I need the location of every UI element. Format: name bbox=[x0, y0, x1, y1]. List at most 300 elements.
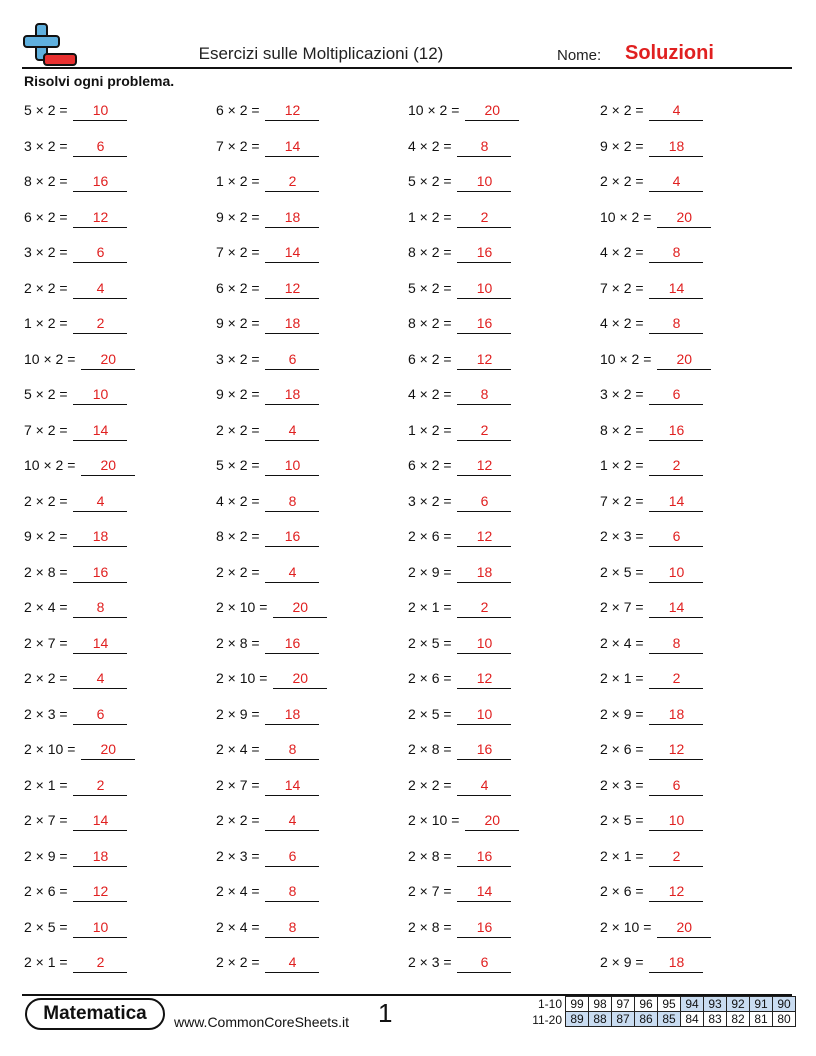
answer-field[interactable]: 20 bbox=[81, 739, 135, 760]
answer-field[interactable]: 16 bbox=[649, 420, 703, 441]
score-cell: 93 bbox=[704, 997, 727, 1012]
score-cell: 92 bbox=[727, 997, 750, 1012]
problem-question: 2 × 2 = bbox=[24, 279, 68, 296]
problem-item bbox=[216, 807, 408, 843]
problem-item bbox=[408, 275, 600, 311]
answer-field[interactable]: 10 bbox=[457, 704, 511, 725]
answer-field[interactable]: 10 bbox=[265, 455, 319, 476]
answer-field[interactable]: 10 bbox=[457, 633, 511, 654]
problem-item bbox=[600, 878, 792, 914]
problem-item bbox=[216, 97, 408, 133]
answer-field[interactable]: 4 bbox=[265, 952, 319, 973]
answer-field[interactable]: 12 bbox=[457, 526, 511, 547]
problem-question: 2 × 2 = bbox=[216, 812, 260, 828]
answer-field[interactable]: 12 bbox=[457, 349, 511, 370]
answer-field[interactable]: 6 bbox=[265, 846, 319, 867]
score-cell: 95 bbox=[658, 997, 681, 1012]
problem-question: 3 × 2 = bbox=[24, 137, 68, 154]
problem-item bbox=[216, 488, 408, 524]
answer-field[interactable]: 10 bbox=[73, 384, 127, 405]
problem-item bbox=[408, 701, 600, 737]
problem-item bbox=[600, 168, 792, 204]
answer-field[interactable]: 4 bbox=[73, 491, 127, 512]
problem-item bbox=[24, 204, 216, 240]
problem-item bbox=[408, 310, 600, 346]
problem-item bbox=[408, 523, 600, 559]
answer-field[interactable]: 2 bbox=[73, 313, 127, 334]
answer-field[interactable]: 6 bbox=[457, 952, 511, 973]
answer-field[interactable]: 4 bbox=[265, 562, 319, 583]
problem-item bbox=[600, 914, 792, 950]
score-row bbox=[566, 997, 796, 1012]
problem-item bbox=[408, 949, 600, 985]
problem-question: 2 × 9 = bbox=[408, 563, 452, 580]
answer-field[interactable]: 8 bbox=[649, 633, 703, 654]
answer-field[interactable]: 20 bbox=[465, 810, 519, 831]
problem-item bbox=[216, 239, 408, 275]
problem-question: 2 × 7 = bbox=[24, 634, 68, 651]
problem-question: 2 × 10 = bbox=[216, 599, 268, 615]
answer-field[interactable]: 2 bbox=[457, 420, 511, 441]
answer-field[interactable]: 2 bbox=[649, 846, 703, 867]
answer-field[interactable]: 8 bbox=[265, 491, 319, 512]
score-cell: 81 bbox=[750, 1012, 773, 1027]
score-cell: 98 bbox=[589, 997, 612, 1012]
answer-field[interactable]: 20 bbox=[273, 597, 327, 618]
problem-item bbox=[24, 452, 216, 488]
problem-item bbox=[600, 97, 792, 133]
answer-field[interactable]: 12 bbox=[457, 455, 511, 476]
problem-question: 2 × 6 = bbox=[408, 670, 452, 686]
problem-question: 6 × 2 = bbox=[408, 350, 452, 367]
problem-question: 2 × 2 = bbox=[216, 421, 260, 438]
problem-item bbox=[216, 630, 408, 666]
problem-question: 3 × 2 = bbox=[24, 244, 68, 260]
score-cell: 83 bbox=[704, 1012, 727, 1027]
problem-question: 2 × 4 = bbox=[216, 741, 260, 757]
answer-field[interactable]: 16 bbox=[457, 917, 511, 938]
answer-field[interactable]: 12 bbox=[265, 100, 319, 121]
problem-question: 2 × 8 = bbox=[408, 918, 452, 935]
problem-item bbox=[600, 488, 792, 524]
answer-field[interactable]: 18 bbox=[265, 313, 319, 334]
problem-question: 2 × 3 = bbox=[600, 528, 644, 544]
score-row-labels bbox=[530, 996, 562, 1028]
problem-question: 8 × 2 = bbox=[408, 244, 452, 260]
problem-question: 2 × 4 = bbox=[216, 918, 260, 935]
answer-field[interactable]: 2 bbox=[649, 455, 703, 476]
problem-question: 9 × 2 = bbox=[216, 386, 260, 402]
answer-field[interactable]: 20 bbox=[273, 668, 327, 689]
problem-item bbox=[408, 807, 600, 843]
problem-question: 2 × 8 = bbox=[408, 741, 452, 757]
problem-question: 1 × 2 = bbox=[24, 315, 68, 331]
score-cell: 90 bbox=[773, 997, 796, 1012]
answer-field[interactable]: 4 bbox=[73, 278, 127, 299]
problem-item bbox=[24, 488, 216, 524]
answer-field[interactable]: 14 bbox=[649, 278, 703, 299]
problem-question: 2 × 2 = bbox=[600, 102, 644, 118]
problem-question: 2 × 6 = bbox=[408, 528, 452, 544]
answer-field[interactable]: 10 bbox=[73, 917, 127, 938]
problem-question: 2 × 1 = bbox=[600, 847, 644, 864]
answer-field[interactable]: 8 bbox=[649, 313, 703, 334]
answer-field[interactable]: 8 bbox=[265, 881, 319, 902]
problem-question: 1 × 2 = bbox=[408, 421, 452, 438]
answer-field[interactable]: 18 bbox=[457, 562, 511, 583]
score-cell: 80 bbox=[773, 1012, 796, 1027]
answer-field[interactable]: 14 bbox=[649, 597, 703, 618]
problem-item bbox=[216, 275, 408, 311]
problem-question: 7 × 2 = bbox=[600, 279, 644, 296]
answer-field[interactable]: 16 bbox=[457, 313, 511, 334]
problem-item bbox=[600, 381, 792, 417]
problem-item bbox=[408, 914, 600, 950]
problem-item bbox=[216, 843, 408, 879]
problem-item bbox=[24, 168, 216, 204]
problem-question: 2 × 5 = bbox=[600, 812, 644, 828]
problem-question: 9 × 2 = bbox=[216, 208, 260, 225]
problem-item bbox=[24, 275, 216, 311]
problem-question: 10 × 2 = bbox=[24, 350, 76, 367]
problem-question: 2 × 9 = bbox=[24, 847, 68, 864]
answer-field[interactable]: 4 bbox=[649, 100, 703, 121]
problem-question: 5 × 2 = bbox=[408, 279, 452, 296]
problem-question: 2 × 5 = bbox=[600, 563, 644, 580]
problem-question: 8 × 2 = bbox=[408, 315, 452, 331]
answer-field[interactable]: 4 bbox=[265, 420, 319, 441]
brand-badge: Matematica bbox=[25, 998, 165, 1030]
answer-field[interactable]: 10 bbox=[73, 100, 127, 121]
site-url: www.CommonCoreSheets.it bbox=[174, 1014, 350, 1030]
problem-item bbox=[600, 701, 792, 737]
score-cell: 87 bbox=[612, 1012, 635, 1027]
answer-field[interactable]: 4 bbox=[649, 171, 703, 192]
problem-question: 2 × 10 = bbox=[408, 812, 460, 828]
problem-question: 2 × 5 = bbox=[24, 918, 68, 935]
problem-item bbox=[408, 594, 600, 630]
problem-item bbox=[24, 878, 216, 914]
problem-item bbox=[408, 630, 600, 666]
problem-question: 8 × 2 = bbox=[600, 421, 644, 438]
answer-field[interactable]: 12 bbox=[649, 739, 703, 760]
answer-field[interactable]: 8 bbox=[265, 917, 319, 938]
problem-item bbox=[216, 452, 408, 488]
problem-question: 2 × 1 = bbox=[600, 670, 644, 686]
problem-item bbox=[600, 275, 792, 311]
answer-field[interactable]: 16 bbox=[457, 739, 511, 760]
answer-field[interactable]: 4 bbox=[457, 775, 511, 796]
answer-field[interactable]: 14 bbox=[265, 242, 319, 263]
problem-question: 2 × 9 = bbox=[600, 954, 644, 970]
problem-item bbox=[600, 949, 792, 985]
score-cell: 84 bbox=[681, 1012, 704, 1027]
problem-question: 1 × 2 = bbox=[216, 173, 260, 189]
answer-field[interactable]: 20 bbox=[81, 455, 135, 476]
problem-question: 3 × 2 = bbox=[216, 350, 260, 367]
answer-field[interactable]: 18 bbox=[73, 526, 127, 547]
answer-field[interactable]: 18 bbox=[265, 384, 319, 405]
answer-field[interactable]: 14 bbox=[457, 881, 511, 902]
problem-item bbox=[24, 97, 216, 133]
problem-question: 2 × 8 = bbox=[24, 563, 68, 580]
problem-question: 2 × 4 = bbox=[24, 599, 68, 615]
problem-item bbox=[216, 310, 408, 346]
problem-item bbox=[24, 772, 216, 808]
problem-question: 4 × 2 = bbox=[600, 244, 644, 260]
problem-question: 7 × 2 = bbox=[216, 137, 260, 154]
problem-item bbox=[24, 559, 216, 595]
problem-question: 4 × 2 = bbox=[408, 137, 452, 154]
problem-question: 10 × 2 = bbox=[600, 350, 652, 367]
answer-field[interactable]: 10 bbox=[457, 171, 511, 192]
score-cell: 91 bbox=[750, 997, 773, 1012]
problem-item bbox=[408, 346, 600, 382]
answer-field[interactable]: 10 bbox=[457, 278, 511, 299]
problem-question: 6 × 2 = bbox=[216, 102, 260, 118]
answer-field[interactable]: 16 bbox=[265, 633, 319, 654]
problem-item bbox=[408, 381, 600, 417]
problem-item bbox=[24, 949, 216, 985]
problem-question: 2 × 7 = bbox=[216, 776, 260, 793]
score-cell: 96 bbox=[635, 997, 658, 1012]
answer-field[interactable]: 10 bbox=[649, 562, 703, 583]
problem-item bbox=[408, 843, 600, 879]
answer-field[interactable]: 4 bbox=[265, 810, 319, 831]
score-cell: 94 bbox=[681, 997, 704, 1012]
problem-item bbox=[24, 736, 216, 772]
problem-question: 2 × 10 = bbox=[600, 918, 652, 935]
problem-question: 6 × 2 = bbox=[408, 457, 452, 473]
name-value: Soluzioni bbox=[625, 42, 714, 64]
problem-question: 2 × 3 = bbox=[600, 776, 644, 793]
answer-field[interactable]: 18 bbox=[649, 136, 703, 157]
answer-field[interactable]: 20 bbox=[81, 349, 135, 370]
problem-item bbox=[24, 310, 216, 346]
answer-field[interactable]: 18 bbox=[265, 207, 319, 228]
problem-item bbox=[600, 346, 792, 382]
answer-field[interactable]: 12 bbox=[649, 881, 703, 902]
score-table bbox=[565, 996, 796, 1027]
answer-field[interactable]: 18 bbox=[649, 952, 703, 973]
problem-question: 2 × 10 = bbox=[216, 670, 268, 686]
problem-question: 1 × 2 = bbox=[408, 208, 452, 225]
answer-field[interactable]: 20 bbox=[657, 349, 711, 370]
answer-field[interactable]: 8 bbox=[457, 136, 511, 157]
answer-field[interactable]: 12 bbox=[265, 278, 319, 299]
problem-question: 2 × 6 = bbox=[600, 883, 644, 899]
answer-field[interactable]: 2 bbox=[265, 171, 319, 192]
problem-item bbox=[216, 736, 408, 772]
problem-item bbox=[408, 665, 600, 701]
answer-field[interactable]: 6 bbox=[457, 491, 511, 512]
answer-field[interactable]: 6 bbox=[265, 349, 319, 370]
answer-field[interactable]: 16 bbox=[73, 171, 127, 192]
problem-item bbox=[600, 843, 792, 879]
problem-item bbox=[24, 914, 216, 950]
problem-question: 2 × 8 = bbox=[216, 634, 260, 651]
problem-item bbox=[216, 594, 408, 630]
answer-field[interactable]: 8 bbox=[73, 597, 127, 618]
problem-item bbox=[408, 736, 600, 772]
problem-question: 2 × 7 = bbox=[408, 883, 452, 899]
score-row-label: 11-20 bbox=[532, 1013, 562, 1027]
answer-field[interactable]: 6 bbox=[73, 136, 127, 157]
problem-item bbox=[216, 772, 408, 808]
answer-field[interactable]: 14 bbox=[73, 633, 127, 654]
problem-question: 2 × 2 = bbox=[408, 776, 452, 793]
score-cell: 82 bbox=[727, 1012, 750, 1027]
answer-field[interactable]: 12 bbox=[73, 881, 127, 902]
answer-field[interactable]: 4 bbox=[73, 668, 127, 689]
answer-field[interactable]: 14 bbox=[649, 491, 703, 512]
problem-question: 2 × 1 = bbox=[24, 776, 68, 793]
problem-item bbox=[24, 665, 216, 701]
problem-question: 6 × 2 = bbox=[24, 208, 68, 225]
problem-question: 2 × 6 = bbox=[600, 741, 644, 757]
problem-question: 2 × 4 = bbox=[600, 634, 644, 651]
problem-item bbox=[216, 417, 408, 453]
problem-item bbox=[24, 807, 216, 843]
problem-question: 2 × 6 = bbox=[24, 883, 68, 899]
page-title: Esercizi sulle Moltiplicazioni (12) bbox=[198, 44, 444, 63]
problem-item bbox=[24, 417, 216, 453]
answer-field[interactable]: 6 bbox=[649, 384, 703, 405]
problem-question: 2 × 7 = bbox=[24, 812, 68, 828]
problem-item bbox=[600, 736, 792, 772]
problem-question: 2 × 4 = bbox=[216, 883, 260, 899]
problem-question: 2 × 2 = bbox=[216, 954, 260, 970]
problem-question: 5 × 2 = bbox=[216, 457, 260, 473]
problem-item bbox=[216, 878, 408, 914]
problem-item bbox=[24, 594, 216, 630]
problem-question: 9 × 2 = bbox=[600, 137, 644, 154]
answer-field[interactable]: 6 bbox=[649, 526, 703, 547]
problem-question: 10 × 2 = bbox=[24, 457, 76, 473]
problem-item bbox=[600, 204, 792, 240]
answer-field[interactable]: 14 bbox=[265, 775, 319, 796]
header-divider bbox=[22, 67, 792, 69]
problem-item bbox=[216, 133, 408, 169]
problem-question: 4 × 2 = bbox=[216, 492, 260, 509]
answer-field[interactable]: 14 bbox=[73, 810, 127, 831]
problem-item bbox=[408, 168, 600, 204]
answer-field[interactable]: 16 bbox=[457, 846, 511, 867]
problem-item bbox=[216, 949, 408, 985]
answer-field[interactable]: 8 bbox=[265, 739, 319, 760]
problem-item bbox=[24, 239, 216, 275]
problem-item bbox=[216, 914, 408, 950]
problem-question: 2 × 10 = bbox=[24, 741, 76, 757]
answer-field[interactable]: 20 bbox=[657, 207, 711, 228]
name-label: Nome: bbox=[557, 47, 602, 64]
answer-field[interactable]: 6 bbox=[649, 775, 703, 796]
problem-item bbox=[600, 807, 792, 843]
problem-item bbox=[600, 133, 792, 169]
problem-item bbox=[600, 523, 792, 559]
problem-question: 2 × 2 = bbox=[24, 492, 68, 509]
problem-question: 10 × 2 = bbox=[408, 102, 460, 118]
problem-question: 5 × 2 = bbox=[24, 102, 68, 118]
problem-question: 2 × 1 = bbox=[24, 954, 68, 970]
answer-field[interactable]: 12 bbox=[457, 668, 511, 689]
problem-item bbox=[600, 559, 792, 595]
answer-field[interactable]: 16 bbox=[73, 562, 127, 583]
problem-question: 4 × 2 = bbox=[600, 315, 644, 331]
answer-field[interactable]: 18 bbox=[649, 704, 703, 725]
problem-question: 2 × 3 = bbox=[216, 847, 260, 864]
problem-question: 2 × 5 = bbox=[408, 634, 452, 651]
score-row-label: 1-10 bbox=[537, 997, 562, 1011]
score-cell: 85 bbox=[658, 1012, 681, 1027]
score-row bbox=[566, 1012, 796, 1027]
score-cell: 97 bbox=[612, 997, 635, 1012]
score-cell: 89 bbox=[566, 1012, 589, 1027]
answer-field[interactable]: 16 bbox=[457, 242, 511, 263]
problem-item bbox=[24, 701, 216, 737]
problem-item bbox=[24, 133, 216, 169]
answer-field[interactable]: 6 bbox=[73, 242, 127, 263]
problem-item bbox=[600, 594, 792, 630]
answer-field[interactable]: 14 bbox=[265, 136, 319, 157]
problem-item bbox=[408, 878, 600, 914]
problem-item bbox=[24, 523, 216, 559]
problem-item bbox=[216, 346, 408, 382]
answer-field[interactable]: 18 bbox=[73, 846, 127, 867]
problem-item bbox=[216, 381, 408, 417]
problem-item bbox=[600, 630, 792, 666]
answer-field[interactable]: 2 bbox=[457, 207, 511, 228]
answer-field[interactable]: 16 bbox=[265, 526, 319, 547]
problem-question: 2 × 2 = bbox=[24, 670, 68, 686]
score-cell: 88 bbox=[589, 1012, 612, 1027]
answer-field[interactable]: 2 bbox=[457, 597, 511, 618]
problem-item bbox=[408, 133, 600, 169]
answer-field[interactable]: 6 bbox=[73, 704, 127, 725]
answer-field[interactable]: 20 bbox=[465, 100, 519, 121]
answer-field[interactable]: 8 bbox=[649, 242, 703, 263]
answer-field[interactable]: 8 bbox=[457, 384, 511, 405]
problem-item bbox=[216, 204, 408, 240]
problem-item bbox=[216, 559, 408, 595]
score-cell: 99 bbox=[566, 997, 589, 1012]
instructions: Risolvi ogni problema. bbox=[24, 73, 175, 89]
problem-item bbox=[24, 843, 216, 879]
problem-question: 1 × 2 = bbox=[600, 457, 644, 473]
problem-question: 2 × 3 = bbox=[408, 954, 452, 970]
problem-question: 8 × 2 = bbox=[24, 173, 68, 189]
problem-item bbox=[600, 310, 792, 346]
answer-field[interactable]: 12 bbox=[73, 207, 127, 228]
problem-question: 10 × 2 = bbox=[600, 208, 652, 225]
problem-question: 5 × 2 = bbox=[24, 386, 68, 402]
problem-item bbox=[408, 97, 600, 133]
problem-item bbox=[408, 239, 600, 275]
score-cell: 86 bbox=[635, 1012, 658, 1027]
answer-field[interactable]: 18 bbox=[265, 704, 319, 725]
answer-field[interactable]: 2 bbox=[73, 775, 127, 796]
problem-question: 3 × 2 = bbox=[408, 492, 452, 509]
problem-item bbox=[408, 417, 600, 453]
answer-field[interactable]: 2 bbox=[73, 952, 127, 973]
answer-field[interactable]: 14 bbox=[73, 420, 127, 441]
problem-item bbox=[408, 452, 600, 488]
answer-field[interactable]: 10 bbox=[649, 810, 703, 831]
answer-field[interactable]: 2 bbox=[649, 668, 703, 689]
problem-item bbox=[600, 452, 792, 488]
answer-field[interactable]: 20 bbox=[657, 917, 711, 938]
problem-item bbox=[24, 630, 216, 666]
